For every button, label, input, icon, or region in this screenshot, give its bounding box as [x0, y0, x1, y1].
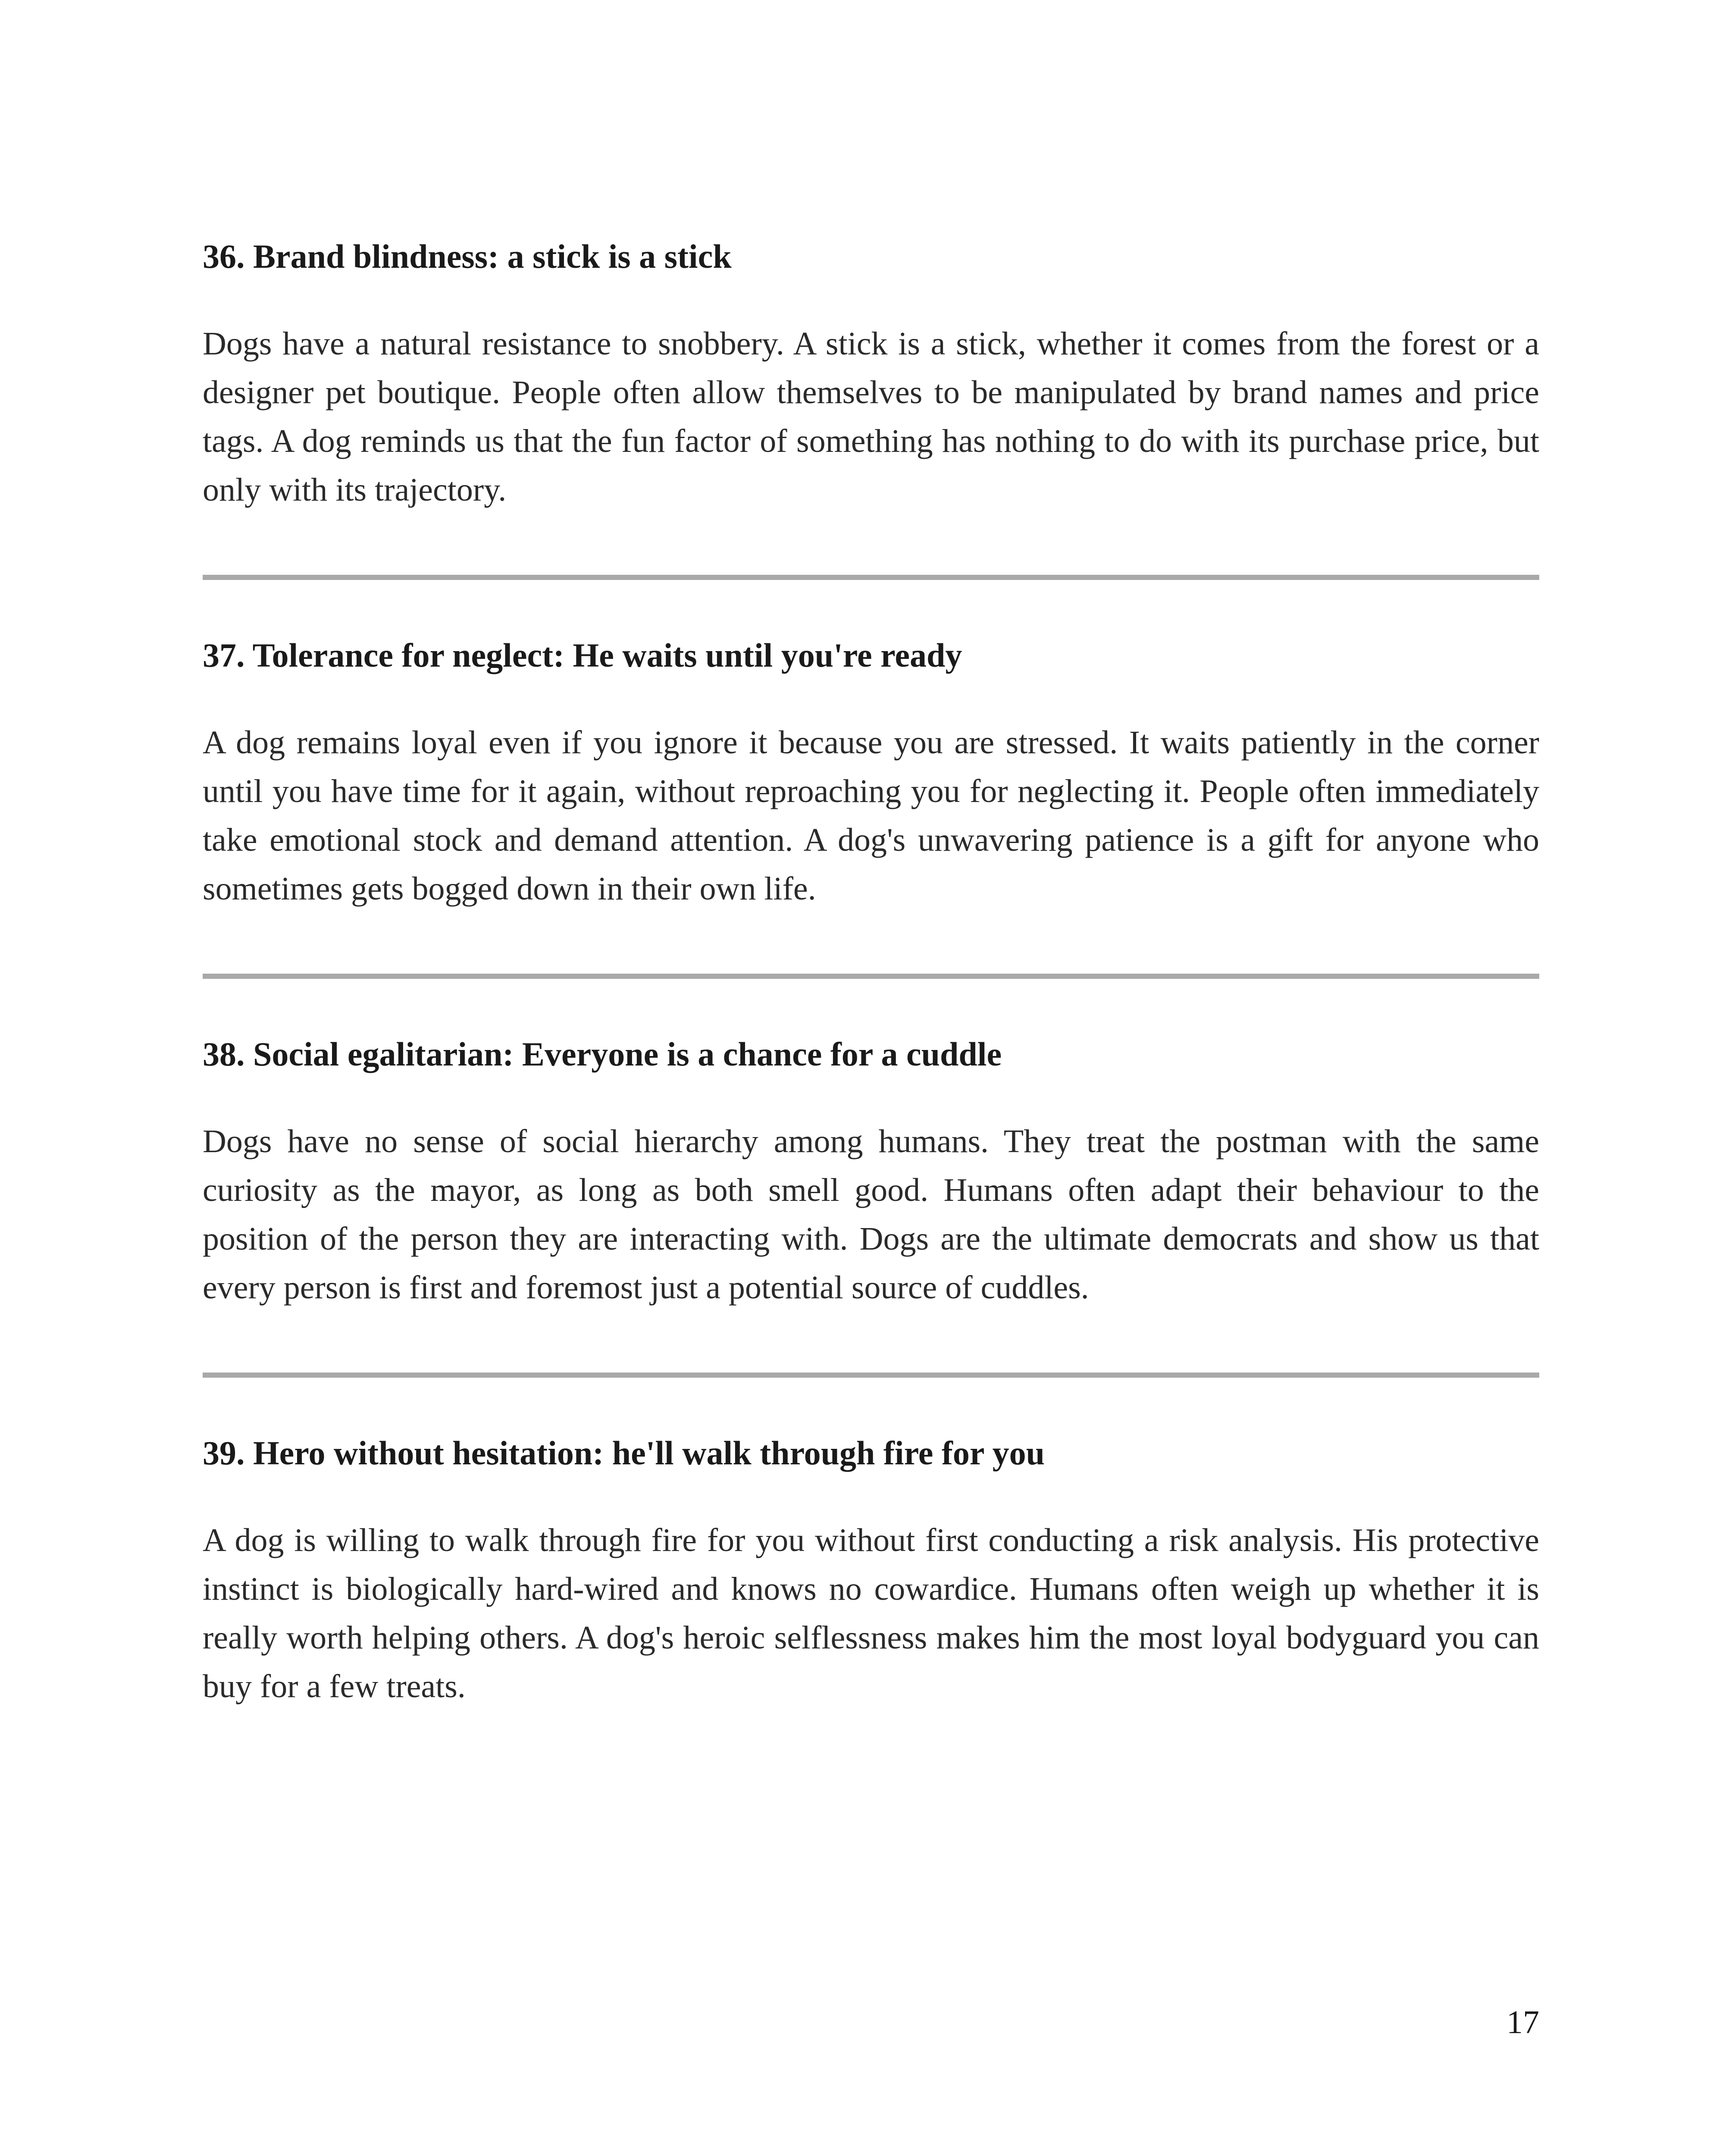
section-body: A dog remains loyal even if you ignore it because you are stressed. It waits patiently in the corner until you have time for it again, without reproaching you for neglecting it. People often immediately take emotional stock and demand attention. A dog's unwavering patience is a gift for anyone who sometimes gets bogged down in their own life. [203, 724, 1539, 907]
section-heading: 36. Brand blindness: a stick is a stick [203, 238, 732, 275]
section-divider [203, 575, 1539, 580]
section-divider [203, 1373, 1539, 1378]
section-body: A dog is willing to walk through fire for you without first conducting a risk analysis. His protective instinct is biologically hard-wired and knows no cowardice. Humans often weigh up whether it is really worth helping others. A dog's heroic selflessness makes him the most loyal bodyguard you can buy for a few treats. [203, 1522, 1539, 1705]
section-39 [203, 1432, 1539, 1711]
document-page [203, 0, 1539, 2156]
section-heading: 37. Tolerance for neglect: He waits until you're ready [203, 636, 962, 674]
section-36 [203, 235, 1539, 514]
section-heading: 38. Social egalitarian: Everyone is a chance for a cuddle [203, 1035, 1002, 1073]
section-divider [203, 974, 1539, 979]
section-body: Dogs have no sense of social hierarchy among humans. They treat the postman with the same curiosity as the mayor, as long as both smell good. Humans often adapt their behaviour to the position of the person they are interacting with. Dogs are the ultimate democrats and show us that every person is first and foremost just a potential source of cuddles. [203, 1123, 1539, 1306]
section-body: Dogs have a natural resistance to snobbery. A stick is a stick, whether it comes from the forest or a designer pet boutique. People often allow themselves to be manipulated by brand names and price tags. A dog reminds us that the fun factor of something has nothing to do with its purchase price, but only with its trajectory. [203, 326, 1539, 508]
section-37 [203, 634, 1539, 913]
section-38 [203, 1033, 1539, 1312]
section-heading: 39. Hero without hesitation: he'll walk through fire for you [203, 1434, 1045, 1472]
page-number: 17 [1506, 2004, 1539, 2040]
